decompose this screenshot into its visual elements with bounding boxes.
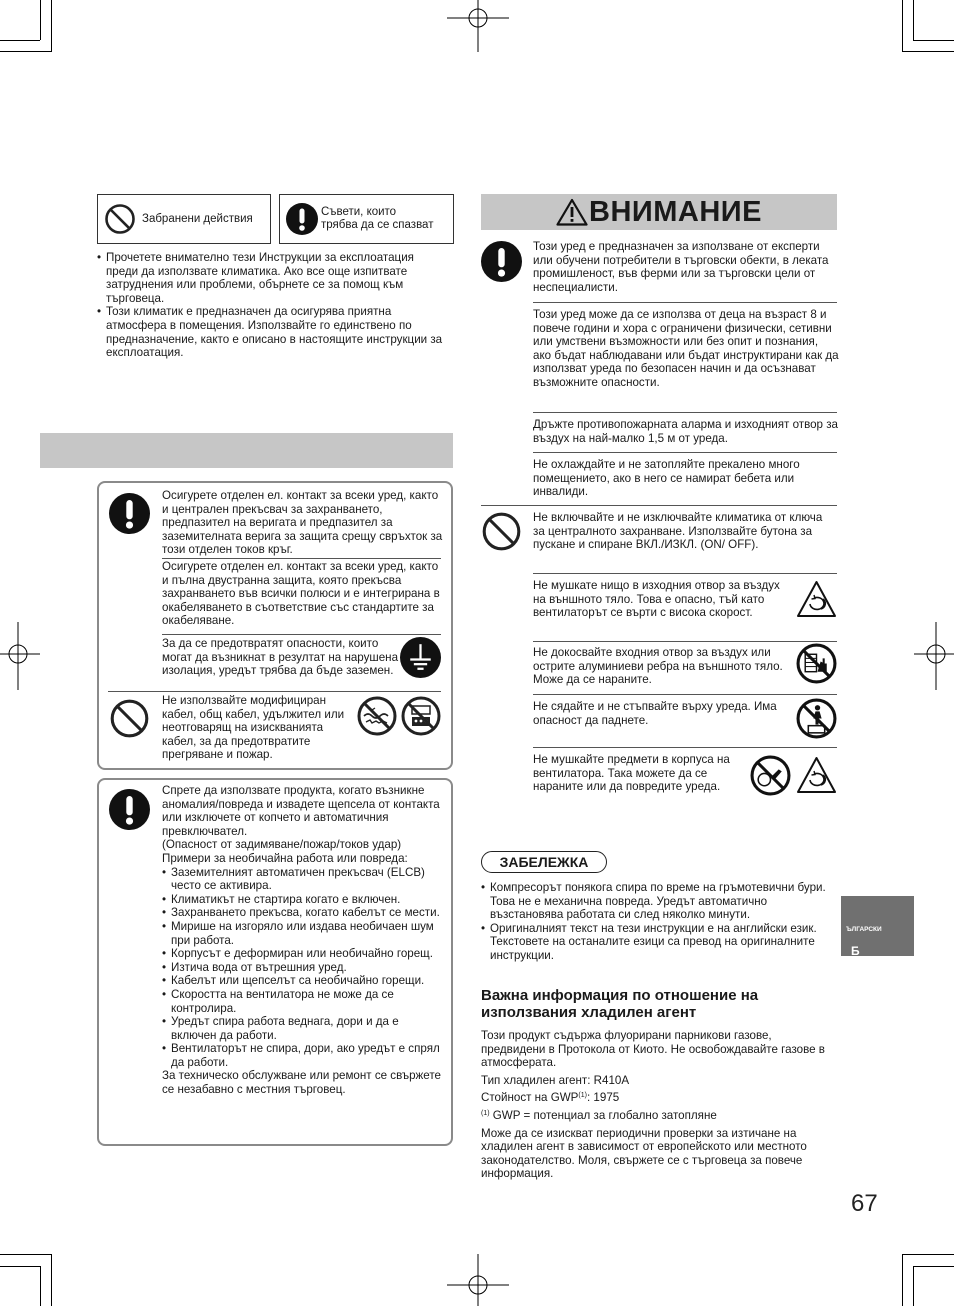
no-modified-cable-icon: [357, 696, 397, 736]
refrigerant-paragraph: Този продукт съдържа флуорирани парникови газове, предвидени в Протокола от Киото. Не освобождавайте газове в атмосферата.: [481, 1029, 825, 1070]
divider: [533, 573, 837, 574]
earth-ground-icon: [400, 637, 441, 678]
note-label: ЗАБЕЛЕЖКА: [481, 851, 607, 873]
section-header-bar: [40, 433, 453, 468]
mandatory-icon: [109, 789, 150, 830]
intro-bullet: • Прочетете внимателно тези Инструкции за експлоатация преди да използвате климатика. Ако все още изпитвате затруднения или проблеми, обърнете се за помощ към търговеца.: [97, 251, 449, 305]
note-bullet: • Оригиналният текст на тези инструкции е на английски език. Текстовете на останалите езици са превод на оригиналните инструкции.: [481, 922, 837, 963]
example-item: • Кабелът или щепселът са необичайно горещи.: [162, 974, 446, 988]
warning-text-4: Не охлаждайте и не затопляйте прекалено много помещението, ако в него се намират бебета или инвалиди.: [533, 458, 800, 499]
example-item: • Изтича вода от вътрешния уред.: [162, 961, 446, 975]
crop-mark: [913, 40, 954, 41]
panel2-examples-label: Примери за необичайна работа или повреда:: [162, 851, 408, 865]
registration-mark-top: [447, 0, 509, 52]
crop-mark: [913, 0, 914, 40]
example-item: • Заземителният автоматичен прекъсвач (ELCB) често се активира.: [162, 866, 446, 893]
divider: [533, 641, 837, 642]
panel2-examples: [162, 866, 446, 1070]
panel2-closing: За техническо обслужване или ремонт се свържете се незабавно с местния търговец.: [162, 1069, 441, 1097]
no-extension-cable-icon: [401, 696, 441, 736]
prohibited-icon: [481, 511, 522, 552]
legend-prohibited: [97, 194, 271, 244]
panel2-lead: Спрете да използвате продукта, когато възникне аномалия/повреда и извадете щепсела от контакта или изключете от копчето и автоматичния превключвател.: [162, 784, 440, 838]
panel1-text-1: Осигурете отделен ел. контакт за всеки уред, както и централен прекъсвач за захранването, предпазител на веригата и предпазител за заземителната верига за защита срещу свръхток за този отделен токов кръг.: [162, 489, 443, 557]
crop-mark: [913, 1266, 914, 1306]
divider: [481, 505, 837, 506]
language-tab: [841, 896, 914, 956]
crop-mark: [902, 0, 903, 52]
crop-mark: [902, 51, 954, 52]
crop-mark: [40, 0, 41, 40]
crop-mark: [0, 40, 40, 41]
panel1-text-4: Не използвайте модифициран кабел, общ кабел, удължител или неотговарящ на изискванията кабел, за да предотвратите прегряване и пожар.: [162, 694, 345, 762]
panel2-risk: (Опасност от задимяване/пожар/токов удар): [162, 838, 402, 852]
warning-title: ВНИМАНИЕ: [589, 196, 762, 228]
divider: [533, 747, 837, 748]
refrigerant-title: Важна информация по отношение на използвания хладилен агент: [481, 987, 759, 1021]
gwp-value: : 1975: [586, 1091, 620, 1105]
refrigerant-footnote: [481, 1109, 839, 1123]
prohibited-icon: [109, 698, 150, 739]
refrigerant-type: Тип хладилен агент: R410A: [481, 1073, 630, 1087]
divider: [533, 452, 837, 453]
warning-text-9: Не мушкайте предмети в корпуса на вентилатора. Така можете да се нараните или да повредите уреда.: [533, 753, 730, 794]
warning-text-3: Дръжте противопожарната аларма и изходният отвор за въздух на най-малко 1,5 м от уреда.: [533, 418, 838, 445]
refrigerant-gwp: [481, 1091, 839, 1105]
legend-follow-label: [321, 206, 433, 232]
warning-text-8: Не сядайте и не стъпвайте върху уреда. Има опасност да паднете.: [533, 700, 777, 727]
example-item: • Скоростта на вентилатора не може да се контролира.: [162, 988, 446, 1015]
crop-mark: [51, 1254, 52, 1306]
warning-text-6: Не мушкате нищо в изходния отвор за въздух на външното тяло. Това е опасно, тъй като вентилаторът се върти с висока скорост.: [533, 579, 780, 620]
no-touch-fins-icon: [796, 643, 837, 684]
crop-mark: [51, 0, 52, 52]
warning-triangle-icon: [556, 198, 588, 226]
language-tab-label: [846, 920, 882, 958]
registration-mark-left: [0, 622, 40, 690]
registration-mark-right: [914, 622, 954, 690]
page-number: 67: [851, 1190, 878, 1217]
intro-bullets: [97, 251, 449, 360]
note-bullets: [481, 881, 837, 963]
rotating-fan-warning-icon: [796, 580, 837, 618]
example-item: • Мирише на изгоряло или издава необичаен шум при работа.: [162, 920, 446, 947]
mandatory-icon: [286, 203, 318, 235]
mandatory-icon: [109, 493, 150, 534]
crop-mark: [0, 1254, 52, 1255]
prohibited-icon: [104, 203, 136, 235]
divider: [108, 691, 441, 692]
gwp-label: Стойност на GWP: [481, 1091, 579, 1105]
divider: [533, 412, 837, 413]
warning-text-2: Този уред може да се използва от деца на възраст 8 и повече години и хора с ограничени физически, сетивни или умствени възможности или без опит и познания, ако бъдат наблюдавани или бъдат инструктирани как да използват уреда по безопасен начин и да осъзнават възможните опасности.: [533, 308, 839, 389]
crop-mark: [0, 1266, 40, 1267]
crop-mark: [902, 1254, 903, 1306]
footnote-marker: (1): [481, 1109, 490, 1117]
crop-mark: [40, 1266, 41, 1306]
crop-mark: [913, 1266, 954, 1267]
example-item: • Уредът спира работа веднага, дори и да е включен да работи.: [162, 1015, 446, 1042]
legend-follow: [279, 194, 454, 244]
divider: [162, 634, 441, 635]
intro-bullet: • Този климатик е предназначен да осигурява приятна атмосфера в помещения. Използвайте го единствено по предназначение, както е описано в настоящите инструкции за експлоатация.: [97, 305, 449, 359]
language-initial: Б: [851, 944, 860, 958]
example-item: • Корпусът е деформиран или необичайно горещ.: [162, 947, 446, 961]
example-item: • Вентилаторът не спира, дори, ако уредът е спрял да работи.: [162, 1042, 446, 1069]
no-stepping-icon: [796, 698, 837, 739]
warning-text-1: Този уред е предназначен за използване от експерти или обучени потребители в търговски обекти, в леката промишленост, във ферми или за търговски цели от неспециалисти.: [533, 240, 829, 294]
crop-mark: [902, 1254, 954, 1255]
registration-mark-bottom: [447, 1254, 509, 1306]
note-bullet: • Компресорът понякога спира по време на гръмотевични бури. Това не е механична повреда. Уредът автоматично възстановява работата си след няколко минути.: [481, 881, 837, 922]
crop-mark: [0, 51, 52, 52]
warning-text-5: Не включвайте и не изключвайте климатика от ключа за централното захранване. Използвайте бутона за пускане и спиране ВКЛ./ИЗКЛ. (ON/ OFF).: [533, 511, 823, 552]
panel2-content: [162, 784, 446, 1097]
example-item: • Климатикът не стартира когато е включен.: [162, 893, 446, 907]
no-insert-objects-icon: [750, 755, 791, 796]
legend-follow-line1: Съвети, които: [321, 206, 397, 218]
legend-prohibited-label: Забранени действия: [142, 212, 253, 225]
panel1-text-2: Осигурете отделен ел. контакт за всеки уред, както и пълна двустранна защита, която прекъсва захранването във всички полюси и е интегрирана в окабеляването в съответствие със стандартите за окабеляване.: [162, 560, 440, 628]
example-item: • Захранването прекъсва, когато кабелът се мести.: [162, 906, 446, 920]
footnote-text: GWP = потенциал за глобално затопляне: [489, 1108, 717, 1122]
warning-banner: [481, 194, 837, 230]
gwp-footnote-ref: (1): [578, 1092, 587, 1100]
rotating-fan-warning-icon: [796, 756, 837, 794]
refrigerant-paragraph: Може да се изискват периодични проверки за изтичане на хладилен агент в зависимост от европейското или местното законодателство. Моля, свържете се с търговеца за повече информация.: [481, 1126, 807, 1181]
warning-text-7: Не докосвайте входния отвор за въздух или острите алуминиеви ребра на външното тяло. Може да се нараните.: [533, 646, 783, 687]
divider: [162, 558, 441, 559]
language-rest: ЪЛГАРСКИ: [846, 926, 882, 933]
panel1-text-3: За да се предотвратят опасности, които могат да възникнат в резултат на нарушена изолация, уредът трябва да бъде заземен.: [162, 637, 399, 678]
mandatory-icon: [481, 241, 522, 282]
divider: [533, 302, 837, 303]
legend-follow-line2: трябва да се спазват: [321, 219, 434, 231]
divider: [533, 694, 837, 695]
refrigerant-body: [481, 1029, 839, 1181]
